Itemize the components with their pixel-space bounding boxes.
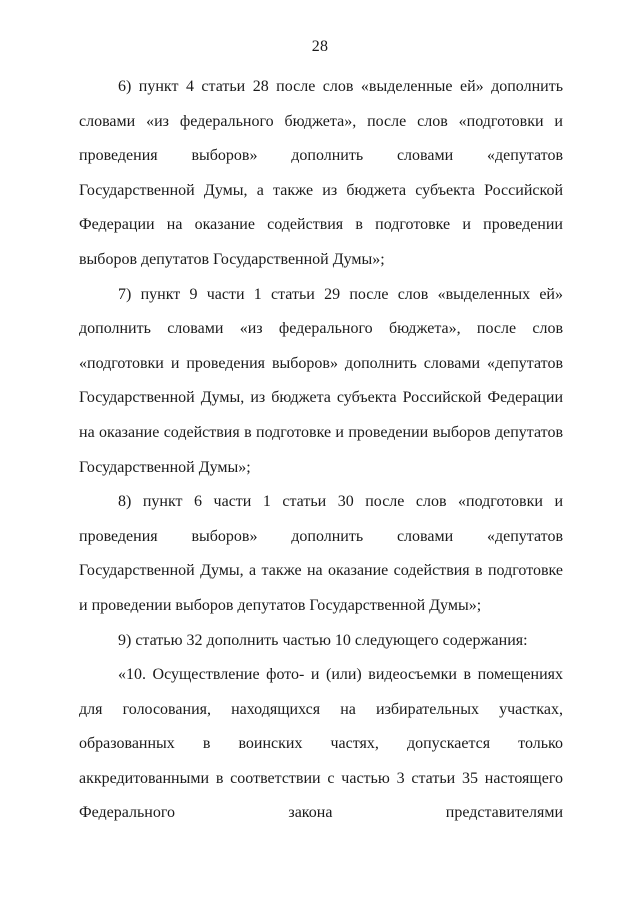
paragraph-item-8: 8) пункт 6 части 1 статьи 30 после слов «подготовки и проведения выборов» дополнить словами «депутатов Государственной Думы, а также на оказание содействия в подготовке и проведении выборов депутатов Государственной Думы»; (79, 493, 563, 614)
page-number: 28 (311, 38, 329, 55)
document-body (79, 70, 563, 831)
paragraph-item-7: 7) пункт 9 части 1 статьи 29 после слов «выделенных ей» дополнить словами «из федерального бюджета», после слов «подготовки и проведения выборов» дополнить словами «депутатов Государственной Думы, из бюджета субъекта Российской Федерации на оказание содействия в подготовке и проведении выборов депутатов Государственной Думы»; (79, 285, 563, 476)
paragraph-quoted-part-10: «10. Осуществление фото- и (или) видеосъемки в помещениях для голосования, находящихся на избирательных участках, образованных в воинских частях, допускается только аккредитованными в соответствии с частью 3 статьи 35 настоящего Федерального закона представителями (79, 666, 563, 822)
paragraph-item-6: 6) пункт 4 статьи 28 после слов «выделенные ей» дополнить словами «из федерального бюджета», после слов «подготовки и проведения выборов» дополнить словами «депутатов Государственной Думы, а также из бюджета субъекта Российской Федерации на оказание содействия в подготовке и проведении выборов депутатов Государственной Думы»; (79, 78, 563, 268)
paragraph-item-9: 9) статью 32 дополнить частью 10 следующего содержания: (118, 631, 528, 649)
